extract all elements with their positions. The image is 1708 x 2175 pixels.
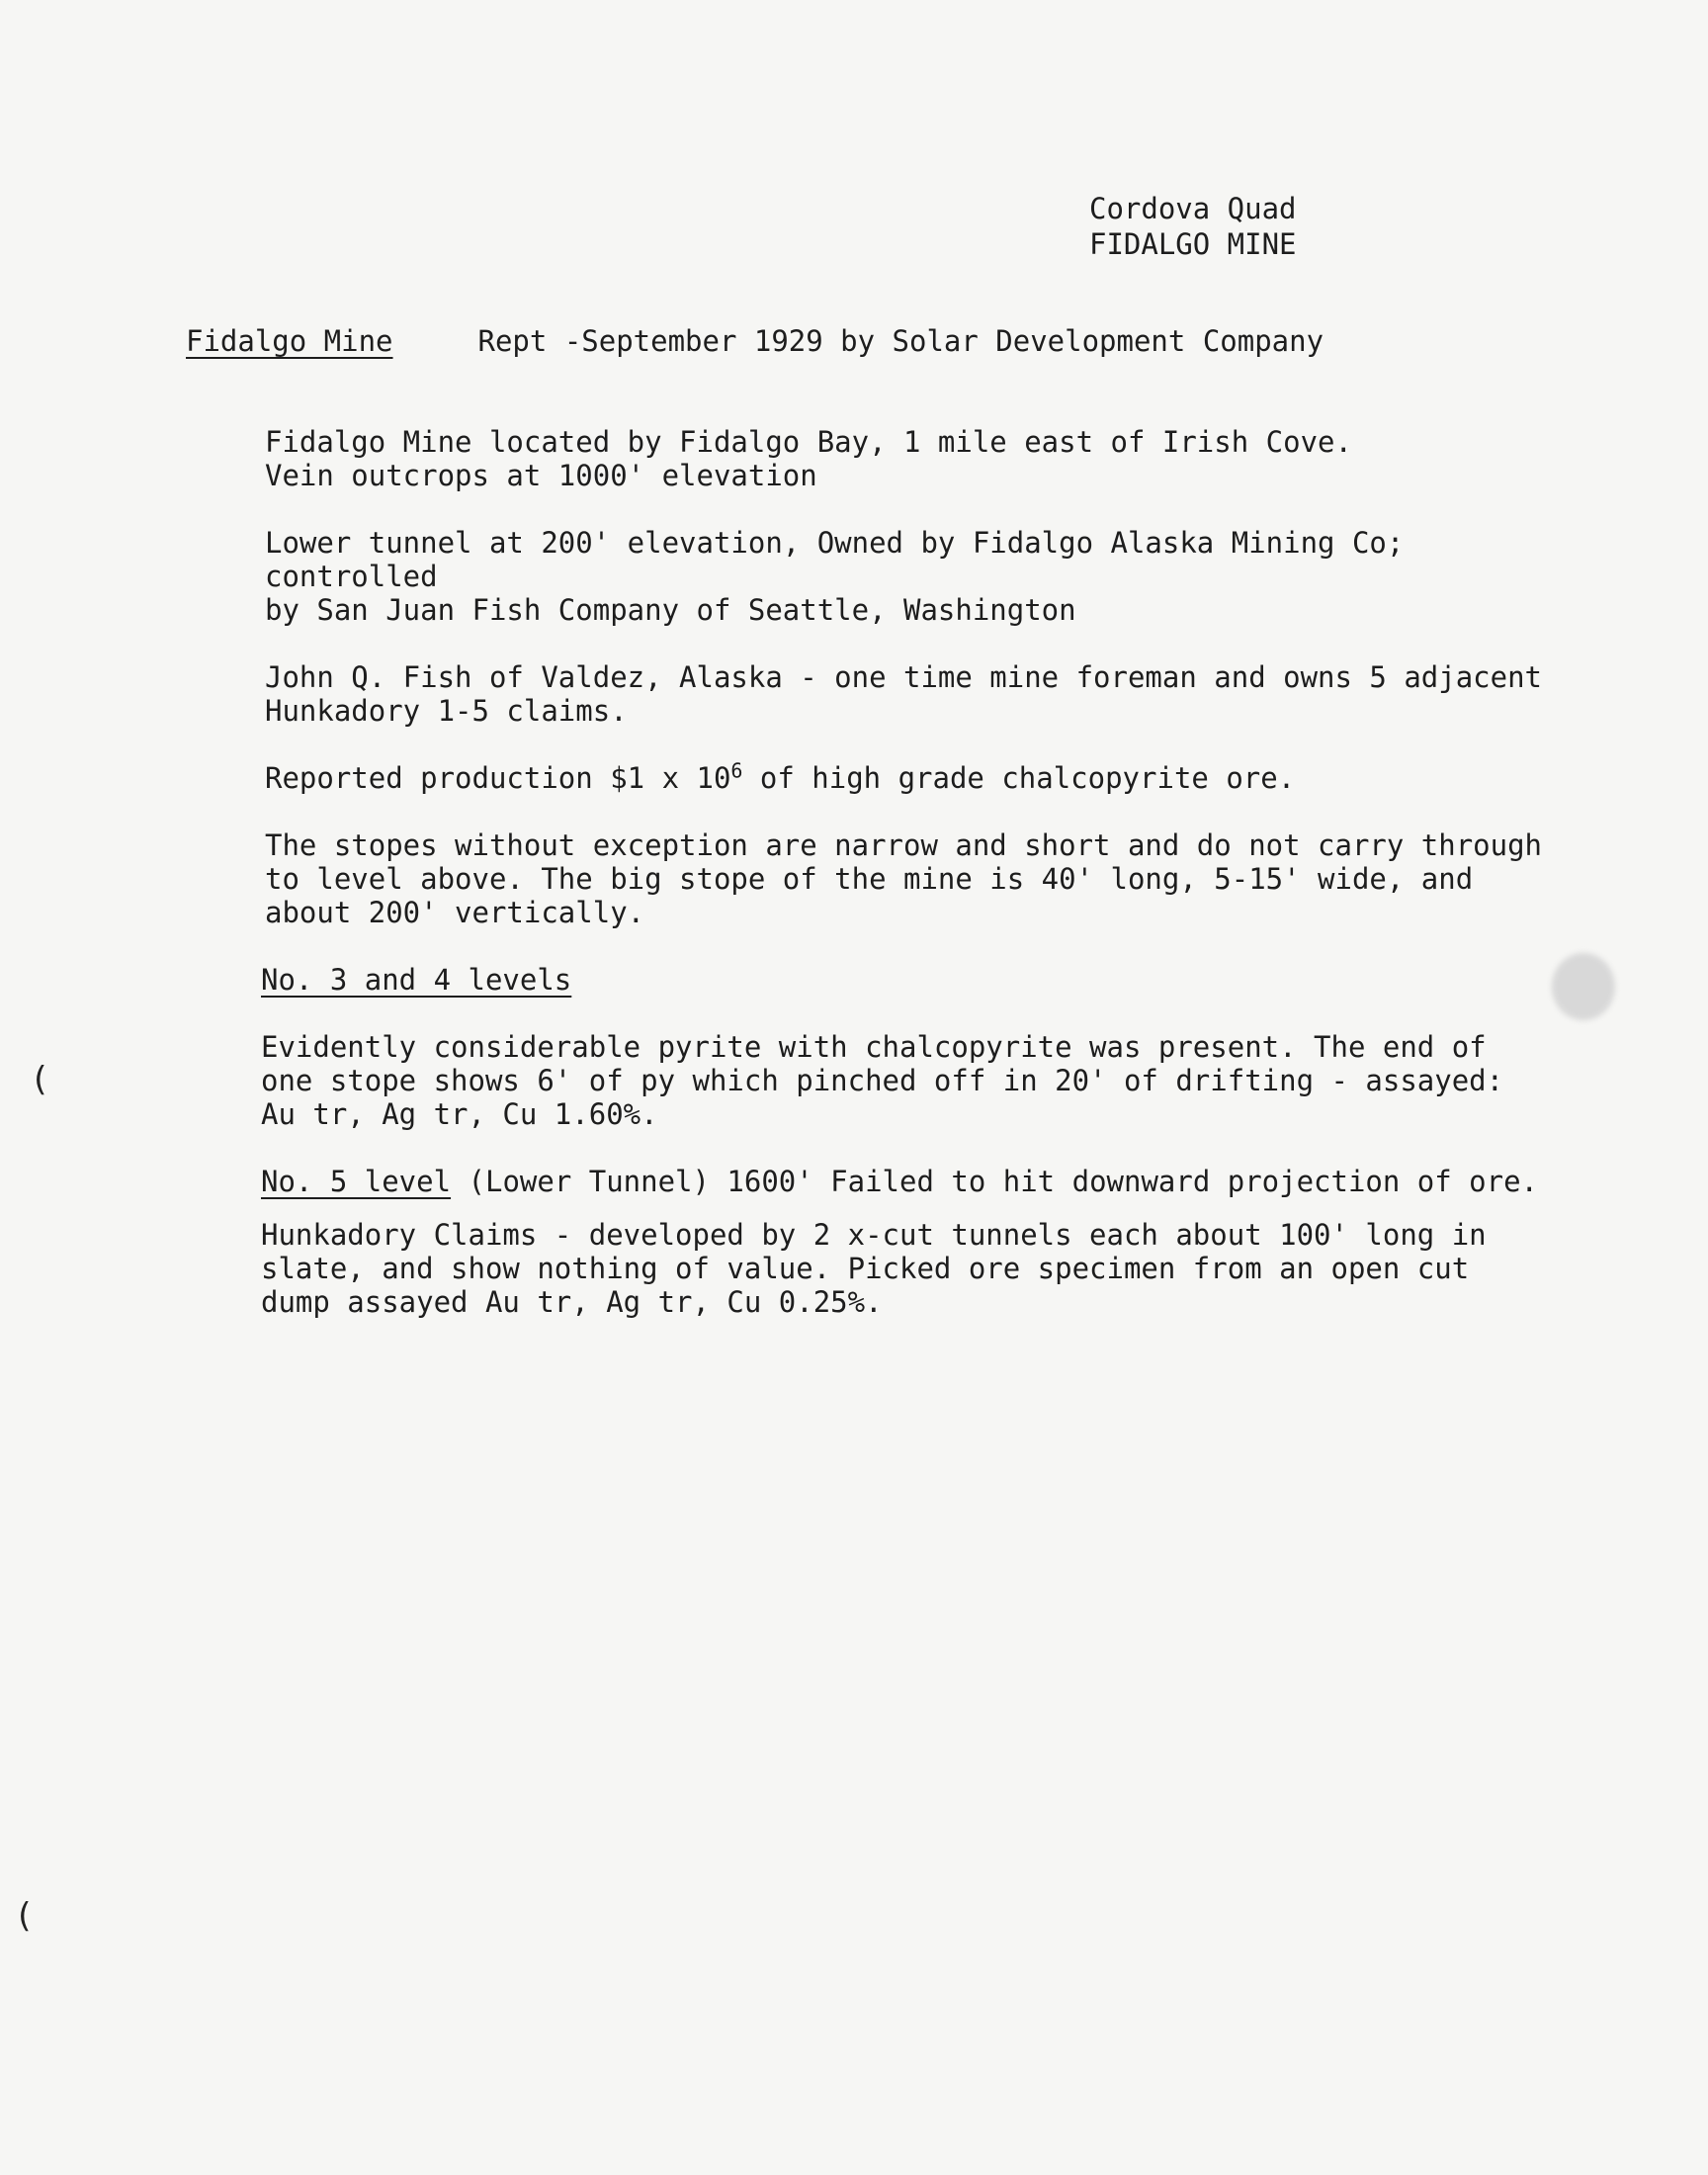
stopes-paragraph: The stopes without exception are narrow and short and do not carry through to level above. The big stope of the mine is 40' long, 5-15' wide, and about 200' vertically. <box>265 828 1543 929</box>
location-paragraph: Fidalgo Mine located by Fidalgo Bay, 1 mile east of Irish Cove. Vein outcrops at 1000' elevation <box>265 425 1352 492</box>
levels-heading: No. 3 and 4 levels <box>261 963 572 997</box>
report-body <box>261 425 1589 1352</box>
production-text: Reported production $1 x 10 <box>265 761 731 795</box>
quad-label: Cordova Quad <box>1089 192 1297 225</box>
level5-paragraph <box>261 1165 1589 1198</box>
levels-heading-line <box>261 963 1589 997</box>
production-text-end: of high grade chalcopyrite ore. <box>742 761 1296 795</box>
report-citation: Rept -September 1929 by Solar Development Company <box>477 324 1324 358</box>
production-paragraph <box>265 758 1589 795</box>
margin-mark: ( <box>30 1060 50 1099</box>
production-exponent: 6 <box>730 758 743 783</box>
level5-text: (Lower Tunnel) 1600' Failed to hit downward projection of ore. <box>451 1165 1539 1198</box>
level5-heading: No. 5 level <box>261 1165 452 1198</box>
scan-smudge <box>1552 953 1615 1020</box>
ownership-paragraph: Lower tunnel at 200' elevation, Owned by Fidalgo Alaska Mining Co; controlled by San Juan Fish Company of Seattle, Washington <box>265 526 1405 627</box>
header-block <box>1089 191 1297 262</box>
mine-label: FIDALGO MINE <box>1089 227 1297 261</box>
report-title <box>186 323 1324 359</box>
margin-mark: ( <box>14 1896 35 1936</box>
foreman-paragraph: John Q. Fish of Valdez, Alaska - one time mine foreman and owns 5 adjacent Hunkadory 1-5 claims. <box>265 660 1543 728</box>
pyrite-paragraph: Evidently considerable pyrite with chalcopyrite was present. The end of one stope shows 6' of py which pinched off in 20' of drifting - assayed: Au tr, Ag tr, Cu 1.60%. <box>261 1030 1504 1131</box>
hunkadory-paragraph: Hunkadory Claims - developed by 2 x-cut tunnels each about 100' long in slate, and show nothing of value. Picked ore specimen from an open cut dump assayed Au tr, Ag tr, Cu 0.25%. <box>261 1218 1487 1319</box>
mine-name-heading: Fidalgo Mine <box>186 324 393 358</box>
